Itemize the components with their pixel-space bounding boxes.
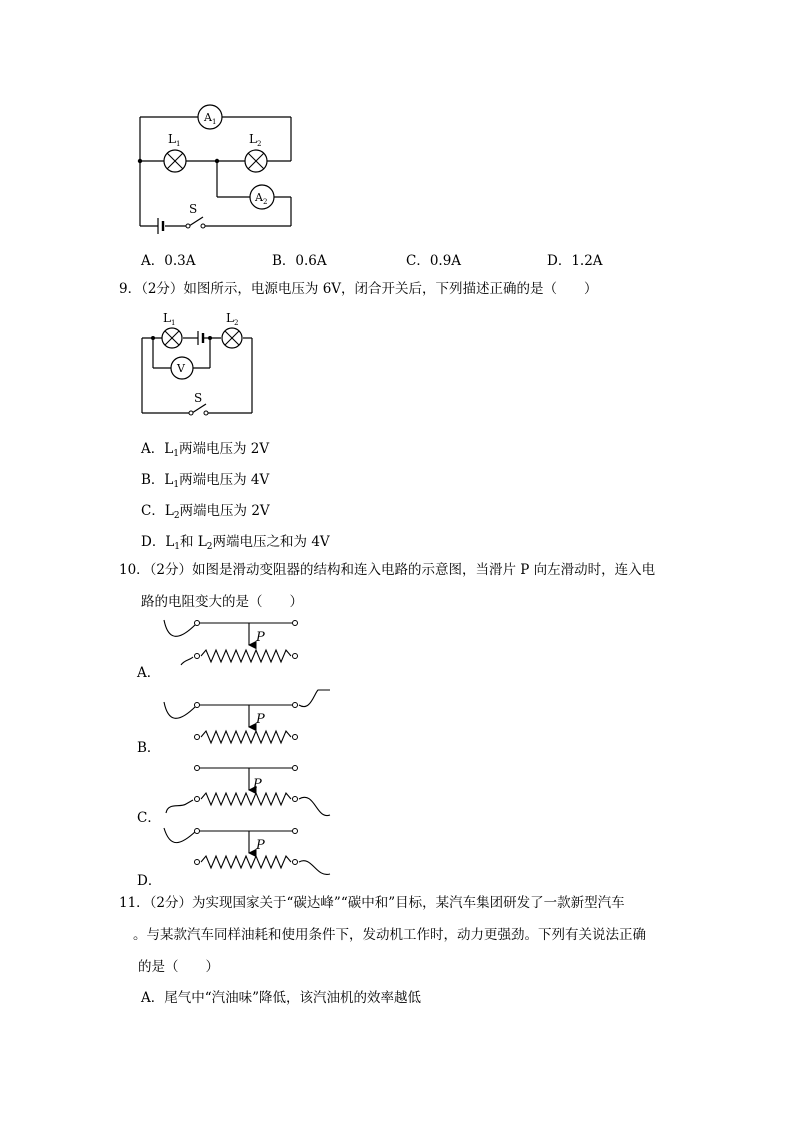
q10-option-d: D． [137, 873, 162, 889]
svg-text:A: A [255, 191, 263, 204]
slider-p-label-b: P [256, 712, 265, 727]
q8-option-a: A．0.3A [141, 253, 196, 269]
slider-p-label-c: P [253, 777, 262, 792]
q11-stem-line2: 。与某款汽车同样油耗和使用条件下，发动机工作时，动力更强劲。下列有关说法正确 [133, 927, 646, 943]
q8-option-d: D．1.2A [547, 253, 603, 269]
q10-option-c: C． [137, 810, 161, 826]
svg-text:L: L [163, 311, 171, 325]
q8-option-c: C．0.9A [406, 253, 462, 269]
slider-p-label-d: P [256, 838, 265, 853]
q10-stem-line1: 10．（2分）如图是滑动变阻器的结构和连入电路的示意图，当滑片 P 向左滑动时，连入电 [119, 562, 656, 578]
svg-text:2: 2 [257, 140, 262, 148]
switch-s-label: S [194, 391, 203, 405]
svg-text:2: 2 [263, 198, 268, 206]
slider-p-label-a: P [256, 630, 265, 645]
q11-stem-line1: 11．（2分）为实现国家关于“碳达峰”“碳中和”目标，某汽车集团研发了一款新型汽车 [119, 895, 625, 911]
switch-s-label: S [189, 202, 198, 216]
q9-option-a: A．$L_1$两端电压为 2V [141, 441, 270, 459]
svg-text:2: 2 [234, 319, 239, 327]
q8-option-b: B．0.6A [272, 253, 327, 269]
svg-text:L: L [226, 311, 234, 325]
q11-stem-line3: 的是（ ） [138, 959, 219, 975]
q9-option-d: D．$L_1$和 $L_2$两端电压之和为 4V [141, 534, 330, 552]
q10-option-b: B． [137, 740, 161, 756]
svg-text:1: 1 [212, 118, 217, 126]
svg-text:1: 1 [176, 140, 181, 148]
svg-text:1: 1 [171, 319, 176, 327]
svg-text:V: V [177, 362, 185, 375]
q10-option-a: A． [137, 665, 161, 681]
q9-option-c: C．$L_2$两端电压为 2V [141, 503, 270, 521]
q11-option-a: A．尾气中“汽油味”降低，该汽油机的效率越低 [141, 990, 422, 1006]
q9-stem: 9．（2分）如图所示，电源电压为 6V，闭合开关后，下列描述正确的是（ ） [119, 281, 598, 297]
svg-text:L: L [168, 132, 176, 146]
svg-text:A: A [204, 111, 212, 124]
q9-option-b: B．$L_1$两端电压为 4V [141, 472, 270, 490]
q10-stem-line2: 路的电阻变大的是（ ） [141, 594, 303, 610]
svg-text:L: L [249, 132, 257, 146]
